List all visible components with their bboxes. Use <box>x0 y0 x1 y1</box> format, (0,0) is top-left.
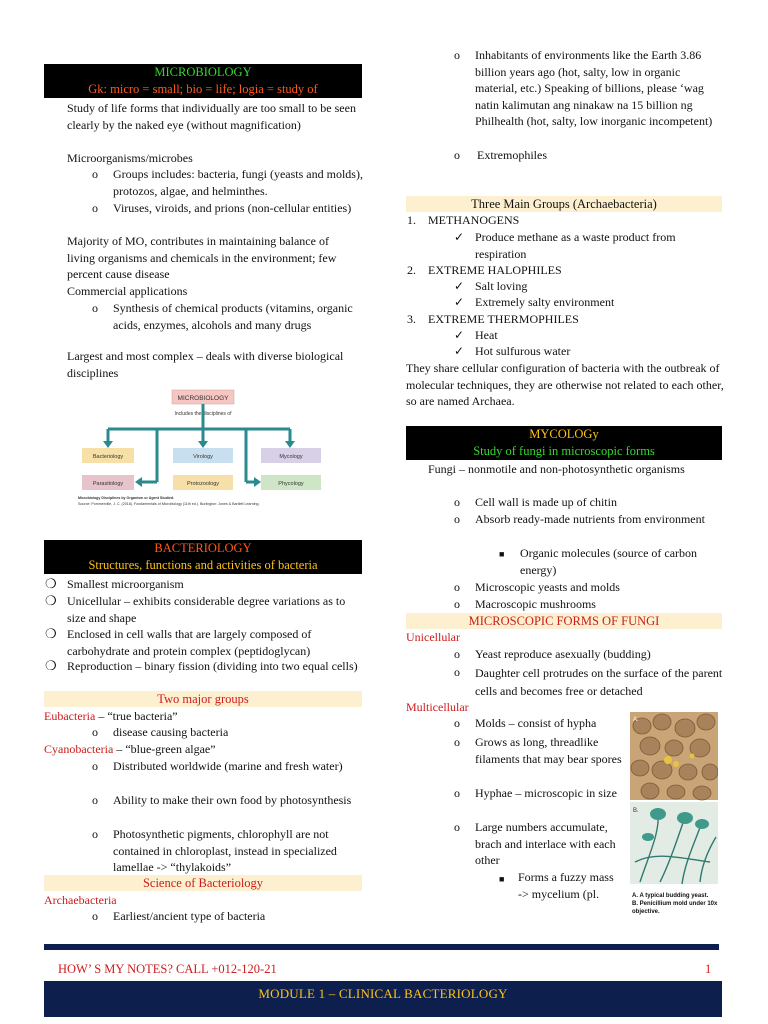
hollow-circle-bullet-icon: ❍ <box>45 576 57 591</box>
list-item: Groups includes: bacteria, fungi (yeasts and molds), protozos, algae, and helminthes. <box>113 167 363 198</box>
fungi-micrograph-figure <box>630 712 718 890</box>
list-item: Photosynthetic pigments, chlorophyll are not contained in chloroplast, instead in specialized lamellae -> “thylakoids” <box>113 827 337 874</box>
list-item: Earliest/ancient type of bacteria <box>113 909 266 923</box>
diagram-svg <box>78 388 333 510</box>
cyanobacteria-label: Cyanobacteria <box>44 742 114 756</box>
group-number: 2. <box>407 263 416 277</box>
diagram-root-label: MICROBIOLOGY <box>177 395 229 402</box>
square-bullet-icon: ■ <box>499 549 505 559</box>
svg-text:A.: A. <box>633 717 639 723</box>
list-item: Yeast reproduce asexually (budding) <box>475 647 651 661</box>
list-item: Salt loving <box>475 279 528 293</box>
list-item: disease causing bacteria <box>113 725 229 739</box>
multicellular-label: Multicellular <box>406 700 469 714</box>
list-item: Produce methane as a waste product from respiration <box>475 230 676 261</box>
circle-bullet-icon: o <box>92 793 98 807</box>
list-item: Extremophiles <box>477 148 547 162</box>
checkmark-icon: ✓ <box>454 279 465 293</box>
diagram-source-title: Microbiology Disciplines by Organism or Agent Studied. <box>78 496 175 500</box>
group-name: EXTREME HALOPHILES <box>428 263 562 277</box>
circle-bullet-icon: o <box>92 759 98 773</box>
archaebacteria-label: Archaebacteria <box>44 893 117 907</box>
checkmark-icon: ✓ <box>454 344 465 358</box>
list-item: Majority of MO, contributes in maintaining balance of living organisms and chemicals in the environment; few percent cause disease <box>67 234 337 281</box>
list-item: Enclosed in cell walls that are largely composed of carbohydrate and protein complex (peptidoglycan) <box>67 627 312 658</box>
checkmark-icon: ✓ <box>454 328 465 342</box>
list-item: Absorb ready-made nutrients from environment <box>475 512 705 526</box>
science-of-bacteriology-heading: Science of Bacteriology <box>44 875 362 891</box>
diagram-caption: Includes the disciplines of <box>174 411 232 417</box>
list-item: Forms a fuzzy mass -> mycelium (pl. <box>518 870 614 901</box>
circle-bullet-icon: o <box>92 909 98 923</box>
two-groups-heading: Two major groups <box>44 691 362 707</box>
circle-bullet-icon: o <box>92 201 98 215</box>
list-item: Smallest microorganism <box>67 577 184 591</box>
list-item: Molds – consist of hypha <box>475 716 597 730</box>
section-subtitle: Gk: micro = small; bio = life; logia = study of <box>88 82 318 96</box>
section-subtitle: Structures, functions and activities of bacteria <box>88 558 318 572</box>
list-item: Inhabitants of environments like the Earth 3.86 billion years ago (hot, salty, low in organic material, etc.) Speaking of billions, please ‘wag natin kalimutan ang ninakaw na 15 billion ng Philhealth (hot, salty, low inorganic incompetent) <box>475 48 713 128</box>
list-item: Viruses, viroids, and prions (non-cellular entities) <box>113 201 352 215</box>
cyanobacteria-def: – “blue-green algae” <box>113 742 216 756</box>
footer-notes: HOW’ S MY NOTES? CALL +012-120-21 <box>58 962 277 976</box>
circle-bullet-icon: o <box>454 665 460 679</box>
circle-bullet-icon: o <box>92 301 98 315</box>
list-item: Cell wall is made up of chitin <box>475 495 617 509</box>
section-title: BACTERIOLOGY <box>154 541 252 555</box>
figure-caption <box>632 892 722 916</box>
eubacteria-line <box>44 708 362 725</box>
eubacteria-def: – “true bacteria” <box>95 709 178 723</box>
page-number: 1 <box>705 962 712 976</box>
list-item: Distributed worldwide (marine and fresh water) <box>113 759 343 773</box>
list-item: Large numbers accumulate, brach and interlace with each other <box>475 820 616 867</box>
circle-bullet-icon: o <box>454 48 460 62</box>
circle-bullet-icon: o <box>92 167 98 181</box>
checkmark-icon: ✓ <box>454 295 465 309</box>
list-item: Unicellular – exhibits considerable degree variations as to size and shape <box>67 594 346 625</box>
list-item: Ability to make their own food by photosynthesis <box>113 793 352 807</box>
figure-caption-b: B. Penicillium mold under 10x objective. <box>632 901 718 915</box>
list-item: Study of life forms that individually are too small to be seen clearly by the naked eye (without magnification) <box>67 101 356 132</box>
list-item: Hyphae – microscopic in size <box>475 786 617 800</box>
circle-bullet-icon: o <box>454 580 460 594</box>
list-item: Synthesis of chemical products (vitamins, organic acids, enzymes, alcohols and many drugs <box>113 301 353 332</box>
group-number: 3. <box>407 312 416 326</box>
list-item: Hot sulfurous water <box>475 344 571 358</box>
circle-bullet-icon: o <box>454 820 460 834</box>
checkmark-icon: ✓ <box>454 230 465 244</box>
hollow-circle-bullet-icon: ❍ <box>45 593 57 608</box>
circle-bullet-icon: o <box>454 512 460 526</box>
bacteriology-header <box>44 540 362 574</box>
circle-bullet-icon: o <box>454 647 460 661</box>
hollow-circle-bullet-icon: ❍ <box>45 626 57 641</box>
svg-text:Mycology: Mycology <box>279 454 303 460</box>
svg-text:B.: B. <box>633 808 639 814</box>
list-item: Microscopic yeasts and molds <box>475 580 620 594</box>
list-item: Reproduction – binary fission (dividing into two equal cells) <box>67 659 358 673</box>
fungi-micrograph <box>630 712 718 890</box>
hollow-circle-bullet-icon: ❍ <box>45 658 57 673</box>
footer-rule <box>44 944 719 950</box>
diagram-source: Source: Pommerville, J. C. (2018). Fundamentals of Microbiology (11th ed.). Burlington: Jones & Bartlett Learning. <box>78 502 260 506</box>
section-title: MICROBIOLOGY <box>154 65 252 79</box>
list-item: Organic molecules (source of carbon energy) <box>520 546 698 577</box>
circle-bullet-icon: o <box>454 597 460 611</box>
circle-bullet-icon: o <box>454 148 460 162</box>
svg-text:Parasitology: Parasitology <box>92 481 124 487</box>
figure-caption-a: A. A typical budding yeast. <box>632 893 709 899</box>
list-item: Microorganisms/microbes <box>67 151 193 165</box>
circle-bullet-icon: o <box>92 725 98 739</box>
microbiology-disciplines-diagram <box>78 388 333 510</box>
mycology-header <box>406 426 722 460</box>
list-item: Extremely salty environment <box>475 295 615 309</box>
svg-text:Protozoology: Protozoology <box>186 481 220 487</box>
group-number: 1. <box>407 213 416 227</box>
cyanobacteria-line <box>44 741 362 758</box>
square-bullet-icon: ■ <box>499 874 505 884</box>
section-title: MYCOLOGy <box>529 427 599 441</box>
group-name: METHANOGENS <box>428 213 520 227</box>
circle-bullet-icon: o <box>92 827 98 841</box>
list-item: Largest and most complex – deals with diverse biological disciplines <box>67 349 344 380</box>
circle-bullet-icon: o <box>454 495 460 509</box>
microscopic-forms-heading: MICROSCOPIC FORMS OF FUNGI <box>406 613 722 629</box>
group-name: EXTREME THERMOPHILES <box>428 312 579 326</box>
svg-text:Bacteriology: Bacteriology <box>92 454 124 460</box>
module-footer: MODULE 1 – CLINICAL BACTERIOLOGY <box>44 981 722 1017</box>
list-item: Fungi – nonmotile and non-photosynthetic organisms <box>428 462 685 476</box>
microbiology-header <box>44 64 362 98</box>
circle-bullet-icon: o <box>454 735 460 749</box>
list-item: Daughter cell protrudes on the surface of the parent cells and becomes free or detached <box>475 666 723 698</box>
archaea-paragraph: They share cellular configuration of bacteria with the outbreak of molecular techniques, they are otherwise not related to each other, so are named Archaea. <box>406 361 724 408</box>
section-subtitle: Study of fungi in microscopic forms <box>473 444 655 458</box>
list-item: Commercial applications <box>67 284 188 298</box>
eubacteria-label: Eubacteria <box>44 709 96 723</box>
list-item: Grows as long, threadlike filaments that may bear spores <box>475 735 622 766</box>
list-item: Heat <box>475 328 498 342</box>
list-item: Macroscopic mushrooms <box>475 597 596 611</box>
svg-text:Virology: Virology <box>193 454 213 460</box>
circle-bullet-icon: o <box>454 716 460 730</box>
svg-text:Phycology: Phycology <box>278 481 304 487</box>
circle-bullet-icon: o <box>454 786 460 800</box>
three-main-groups-heading: Three Main Groups (Archaebacteria) <box>406 196 722 212</box>
unicellular-label: Unicellular <box>406 630 460 644</box>
